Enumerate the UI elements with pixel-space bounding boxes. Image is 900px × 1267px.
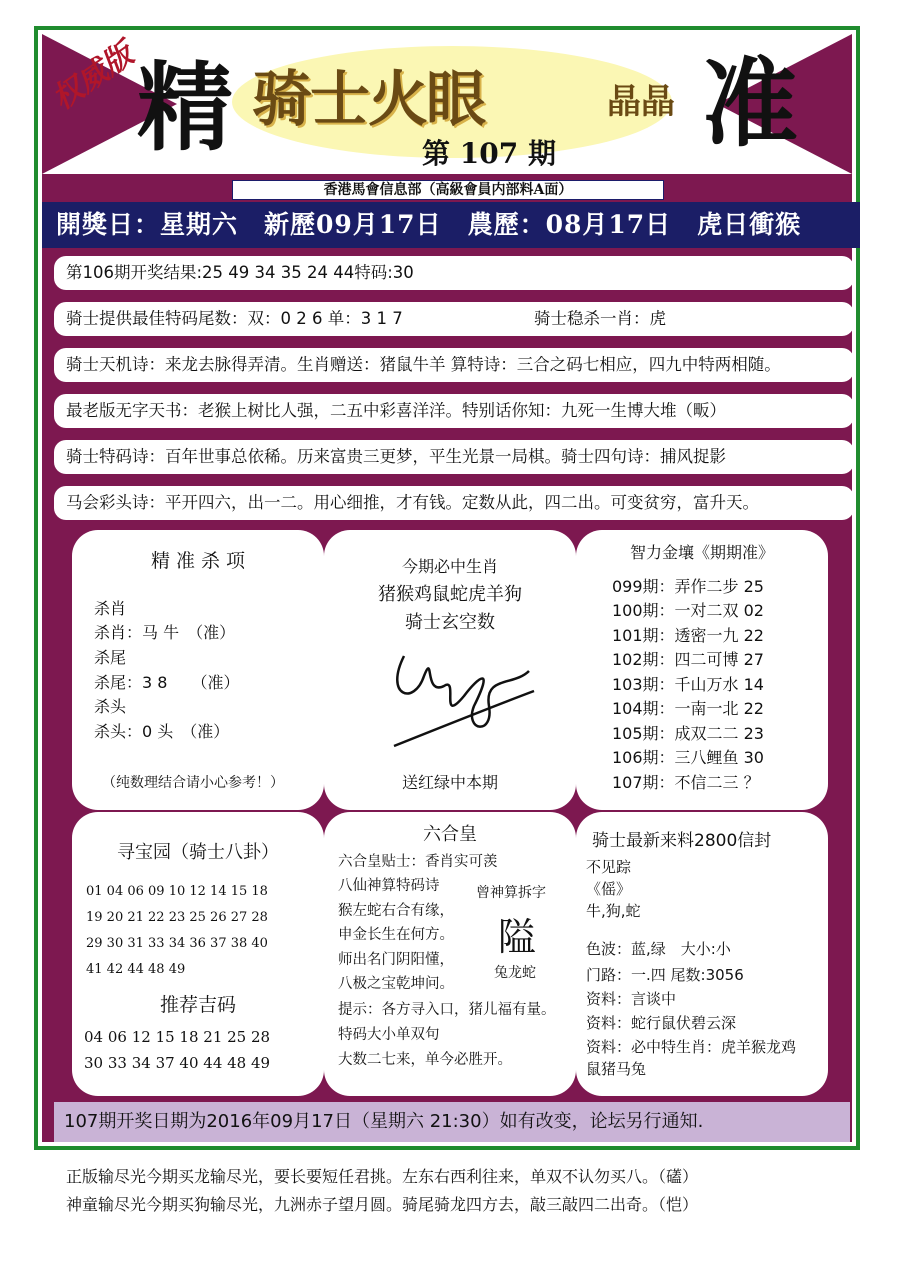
- treasure-panel: [72, 812, 324, 1096]
- signature-scribble: [364, 636, 544, 756]
- main-title: 骑士火眼: [252, 65, 484, 135]
- header: [42, 34, 852, 174]
- bottom-line: 正版输尽光今期买龙输尽光，要长要短任君挑。左东右西利往来，单双不认勿买八。（礚）: [66, 1167, 699, 1186]
- kill-note: （纯数理结合请小心参考！）: [102, 775, 284, 791]
- badge: 权威版: [46, 36, 140, 118]
- side-char: 隘: [498, 915, 537, 959]
- liuhe-line: 提示：各方寻入口，猪儿福有量。: [338, 1002, 556, 1018]
- draw-dateline: 開獎日：星期六 新歷09月17日 農歷：08月17日 虎日衝猴: [42, 202, 860, 248]
- latest-line: 资料：蛇行鼠伏碧云深: [586, 1014, 737, 1032]
- latest-title: 骑士最新来料2800信封: [592, 831, 772, 851]
- liuhe-line: 八仙神算特码诗: [338, 878, 440, 894]
- lucky-row: 04 06 12 15 18 21 25 28: [84, 1028, 271, 1046]
- liuhe-line: 特码大小单双句: [338, 1027, 440, 1043]
- history-row: 105期：成双二二 23: [612, 724, 764, 743]
- latest-line: 鼠猪马兔: [586, 1060, 647, 1078]
- center-footer: 送红绿中本期: [401, 773, 498, 792]
- title-suffix: 晶晶: [607, 82, 675, 122]
- liuhe-title: 六合皇: [423, 824, 477, 845]
- big-char-right: 准: [702, 47, 798, 160]
- special-poem-bar: [54, 440, 854, 474]
- side-label: 曾神算拆字: [476, 885, 546, 901]
- history-row: 102期：四二可博 27: [612, 650, 764, 669]
- latest-line: 色波：蓝,绿 大小:小: [586, 940, 731, 958]
- number-row: 19 20 21 22 23 25 26 27 28: [86, 910, 268, 925]
- bar-text: 第106期开奖结果:25 49 34 35 24 44特码:30: [66, 263, 414, 282]
- history-row: 101期：透密一九 22: [612, 626, 764, 645]
- poster-body: [42, 34, 852, 1142]
- center-line: 今期必中生肖: [401, 557, 498, 576]
- kill-line: 杀头: [94, 697, 127, 716]
- latest-line: 门路：一.四 尾数:3056: [586, 966, 744, 984]
- kill-line: 杀尾：3 8 （准）: [94, 673, 240, 692]
- latest-line: 不见踪: [586, 858, 632, 876]
- liuhe-line: 六合皇贴士：香肖实可羡: [338, 854, 498, 870]
- issue-number: 第 107 期: [422, 137, 556, 170]
- lucky-row: 30 33 34 37 40 44 48 49: [84, 1054, 271, 1072]
- liuhe-line: 大数二七来，单今必胜开。: [338, 1052, 512, 1068]
- dept-label: 香港馬會信息部（高級會員内部料A面）: [232, 180, 664, 200]
- lucky-poem-bar: [54, 486, 854, 520]
- history-row: 103期：千山万水 14: [612, 675, 764, 694]
- treasure-title: 寻宝园（骑士八卦）: [117, 842, 279, 863]
- lucky-title: 推荐吉码: [159, 994, 236, 1016]
- bar-text: 最老版无字天书：老猴上树比人强，二五中彩喜洋洋。特别话你知：九死一生博大堆（畈）: [66, 401, 726, 420]
- bottom-line: 神童输尽光今期买狗输尽光，九洲赤子望月圆。骑尾骑龙四方去，敲三敲四二出奇。（恺）: [66, 1195, 699, 1214]
- liuhe-line: 申金长生在何方。: [338, 927, 454, 943]
- poster-frame: [34, 26, 860, 1150]
- kill-panel: [72, 530, 324, 810]
- bar-text: 骑士天机诗：来龙去脉得弄清。生肖赠送：猪鼠牛羊 算特诗：三合之码七相应，四九中特两相随。: [66, 355, 781, 374]
- bar-text: 骑士提供最佳特码尾数：双：0 2 6 单：3 1 7: [66, 309, 403, 328]
- latest-line: 资料：必中特生肖：虎羊猴龙鸡: [586, 1038, 797, 1056]
- liuhe-line: 八极之宝乾坤问。: [338, 976, 454, 992]
- bar-right-text: 骑士稳杀一肖：虎: [534, 309, 666, 328]
- notice-bar: 107期开奖日期为2016年09月17日（星期六 21:30）如有改变，论坛另行通知.: [54, 1102, 850, 1142]
- number-row: 29 30 31 33 34 36 37 38 40: [86, 936, 268, 951]
- liuhe-panel: [324, 812, 576, 1096]
- center-line: 猪猴鸡鼠蛇虎羊狗: [378, 584, 522, 605]
- liuhe-line: 师出名门阴阳懂，: [338, 952, 454, 968]
- latest-panel: [576, 812, 828, 1096]
- history-row: 100期：一对二双 02: [612, 601, 764, 620]
- center-line: 骑士玄空数: [405, 612, 495, 633]
- side-zodiac: 兔龙蛇: [494, 965, 536, 981]
- history-title: 智力金壤《期期准》: [629, 543, 774, 562]
- history-row: 104期：一南一北 22: [612, 699, 764, 718]
- number-row: 01 04 06 09 10 12 14 15 18: [86, 884, 268, 899]
- liuhe-line: 猴左蛇右合有缘，: [338, 903, 454, 919]
- bar-text: 骑士特码诗：百年世事总依稀。历来富贵三更梦，平生光景一局棋。骑士四句诗：捕风捉影: [66, 447, 726, 466]
- history-row: 107期：不信二三 ？: [612, 773, 760, 792]
- tail-bar: [54, 302, 854, 336]
- latest-line: 牛,狗,蛇: [586, 902, 641, 920]
- history-row: 106期：三八鲤鱼 30: [612, 748, 764, 767]
- history-panel: [576, 530, 828, 810]
- kill-panel-title: 精 准 杀 项: [150, 550, 246, 572]
- center-panel: [324, 530, 576, 810]
- number-row: 41 42 44 48 49: [86, 962, 186, 977]
- bar-text: 马会彩头诗：平开四六，出一二。用心细推，才有钱。定数从此，四二出。可变贫穷，富升天。: [66, 493, 759, 512]
- history-row: 099期：弄作二步 25: [612, 577, 764, 596]
- latest-line: 资料：言谈中: [586, 990, 677, 1008]
- poem-bar: [54, 348, 854, 382]
- big-char-left: 精: [137, 51, 233, 164]
- kill-line: 杀肖：马 牛 （准）: [94, 623, 236, 642]
- kill-line: 杀尾: [94, 648, 127, 667]
- book-bar: [54, 394, 854, 428]
- result-bar: [54, 256, 854, 290]
- kill-line: 杀肖: [94, 599, 127, 618]
- kill-line: 杀头：0 头 （准）: [94, 722, 230, 741]
- latest-line: 《傜》: [586, 880, 632, 898]
